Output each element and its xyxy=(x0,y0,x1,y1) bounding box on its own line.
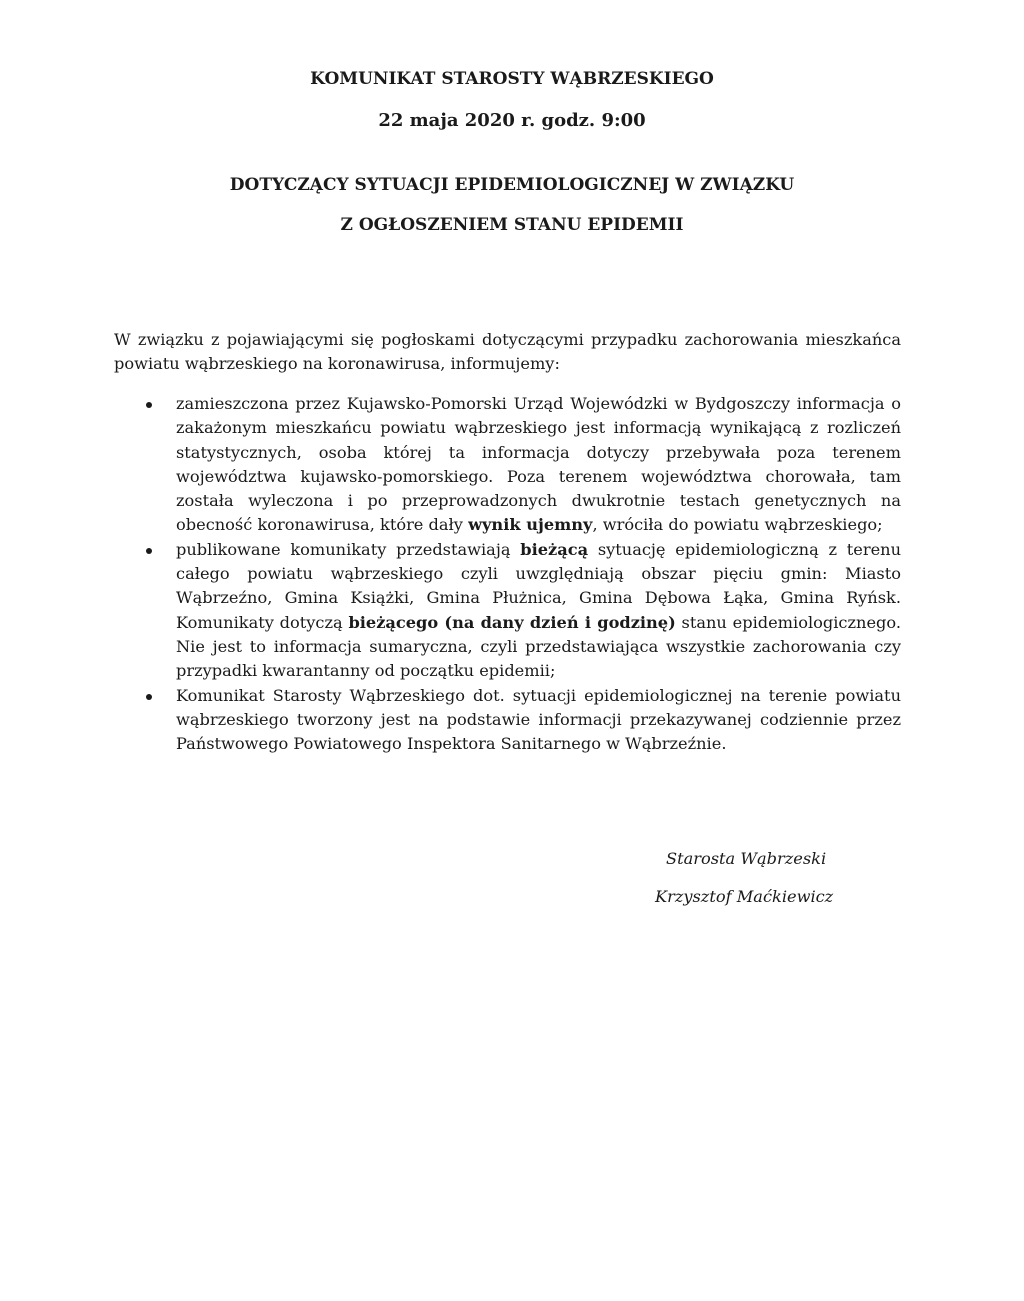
bullet-text: stanu epidemiologicznego. Nie jest to informacja sumaryczna, czyli przedstawiająca wszystkie zachorowania czy przypadki kwarantanny od początku epidemii; xyxy=(176,612,901,681)
document-date: 22 maja 2020 r. godz. 9:00 xyxy=(378,110,646,131)
bold-phrase: bieżącego (na dany dzień i godzinę) xyxy=(348,612,676,632)
signature-name: Krzysztof Maćkiewicz xyxy=(655,887,834,906)
subject-line-2: Z OGŁOSZENIEM STANU EPIDEMII xyxy=(340,215,684,235)
bold-phrase: wynik ujemny xyxy=(468,515,593,535)
list-item xyxy=(114,392,901,538)
bold-phrase: bieżącą xyxy=(520,539,589,559)
subject-line-1: DOTYCZĄCY SYTUACJI EPIDEMIOLOGICZNEJ W ZWIĄZKU xyxy=(229,175,795,195)
bullet-text: zamieszczona przez Kujawsko-Pomorski Urząd Wojewódzki w Bydgoszczy informacja o zakażonym mieszkańcu powiatu wąbrzeskiego jest informacją wynikającą z rozliczeń statystycznych, osoba której ta informacja dotyczy przebywała poza terenem województwa kujawsko-pomorskiego. Poza terenem województwa chorowała, tam została wyleczona i po przeprowadzonych dwukrotnie testach genetycznych na obecność koronawirusa, które dały xyxy=(176,394,901,535)
bullet-text: sytuację epidemiologiczną z terenu całego powiatu wąbrzeskiego czyli uwzględniają obszar pięciu gmin: Miasto Wąbrzeźno, Gmina Książki, Gmina Płużnica, Gmina Dębowa Łąka, Gmina Ryńsk. Komunikaty dotyczą xyxy=(176,539,902,632)
bullet-text: Komunikat Starosty Wąbrzeskiego dot. sytuacji epidemiologicznej na terenie powiatu wąbrzeskiego tworzony jest na podstawie informacji przekazywanej codziennie przez Państwowego Powiatowego Inspektora Sanitarnego w Wąbrzeźnie. xyxy=(176,685,901,754)
signature-title: Starosta Wąbrzeski xyxy=(666,849,827,868)
document-title: KOMUNIKAT STAROSTY WĄBRZESKIEGO xyxy=(310,69,714,89)
intro-paragraph: W związku z pojawiającymi się pogłoskami dotyczącymi przypadku zachorowania mieszkańca powiatu wąbrzeskiego na koronawirusa, informujemy: xyxy=(114,330,901,374)
list-item xyxy=(114,538,901,684)
bullet-list xyxy=(114,392,901,756)
bullet-text: publikowane komunikaty przedstawiają xyxy=(176,539,521,559)
list-item xyxy=(114,684,901,757)
bullet-text: , wróciła do powiatu wąbrzeskiego; xyxy=(592,515,883,535)
